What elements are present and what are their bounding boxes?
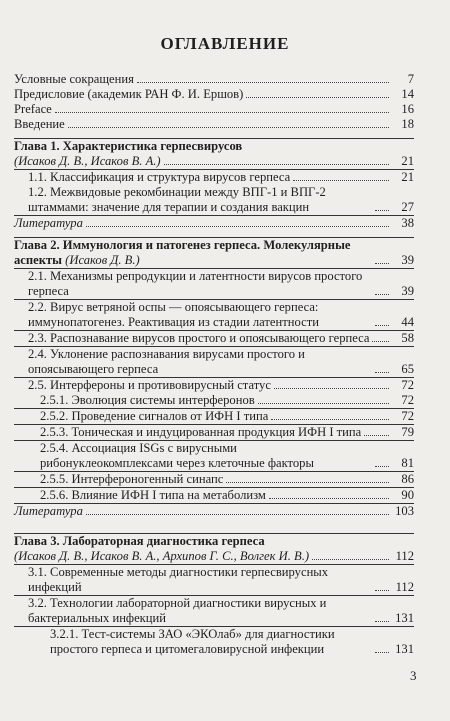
- toc-subentry: 2.5.4. Ассоциация ISGs с вирусными рибонуклеокомплексами через клеточные факторы 81: [14, 440, 414, 471]
- chapter-1-title: Глава 1. Характеристика герпесвирусов: [14, 138, 414, 154]
- toc-subentry: 2.5.2. Проведение сигналов от ИФН I типа 72: [14, 408, 414, 424]
- toc-entry: 2.4. Уклонение распознавания вирусами простого и опоясывающего герпеса 65: [14, 346, 414, 377]
- literature-entry: Литература 103: [14, 504, 414, 518]
- toc-subentry: 2.5.1. Эволюция системы интерферонов 72: [40, 393, 414, 407]
- toc-entry: 2.1. Механизмы репродукции и латентности вирусов простого герпеса 39: [14, 268, 414, 299]
- literature-entry: Литература 38: [14, 216, 414, 230]
- page-number: 3: [410, 668, 417, 683]
- page-title: ОГЛАВЛЕНИЕ: [160, 34, 290, 53]
- chapter-3-authors: (Исаков Д. В., Исаков В. А., Архипов Г. С., Волгек И. В.) 112: [14, 549, 414, 563]
- toc-entry: 2.5. Интерфероны и противовирусный статус 72: [14, 377, 414, 393]
- toc-entry: 3.2. Технологии лабораторной диагностики вирусных и бактериальных инфекций 131: [14, 595, 414, 626]
- toc-entry: 1.2. Межвидовые рекомбинации между ВПГ-1 и ВПГ-2 штаммами: значение для терапии и создания вакцин 27: [28, 185, 414, 214]
- toc-entry: 1.1. Классификация и структура вирусов герпеса 21: [14, 169, 414, 185]
- toc-subentry: 3.2.1. Тест-системы ЗАО «ЭКОлаб» для диагностики простого герпеса и цитомегаловирусной инфекции 131: [14, 626, 414, 657]
- toc-entry: 2.2. Вирус ветряной оспы — опоясывающего герпеса: иммунопатогенез. Реактивация из стадии латентности 44: [14, 299, 414, 330]
- chapter-3-title: Глава 3. Лабораторная диагностика герпеса: [14, 533, 414, 549]
- toc-entry: Preface 16: [14, 102, 414, 116]
- toc-entry: 3.1. Современные методы диагностики герпесвирусных инфекций 112: [14, 564, 414, 595]
- toc-subentry: 2.5.6. Влияние ИФН I типа на метаболизм 90: [14, 487, 414, 503]
- table-of-contents: [14, 72, 414, 657]
- toc-entry: Введение 18: [14, 117, 414, 131]
- toc-entry: Предисловие (академик РАН Ф. И. Ершов) 14: [14, 87, 414, 101]
- toc-subentry: 2.5.3. Тоническая и индуцированная продукция ИФН I типа 79: [14, 424, 414, 440]
- chapter-1-authors: (Исаков Д. В., Исаков В. А.) 21: [14, 154, 414, 168]
- chapter-2-title: Глава 2. Иммунология и патогенез герпеса. Молекулярные аспекты (Исаков Д. В.) 39: [14, 238, 414, 267]
- toc-entry: Условные сокращения 7: [14, 72, 414, 86]
- toc-subentry: 2.5.5. Интерфероногенный синапс 86: [14, 471, 414, 487]
- toc-entry: 2.3. Распознавание вирусов простого и опоясывающего герпеса 58: [14, 330, 414, 346]
